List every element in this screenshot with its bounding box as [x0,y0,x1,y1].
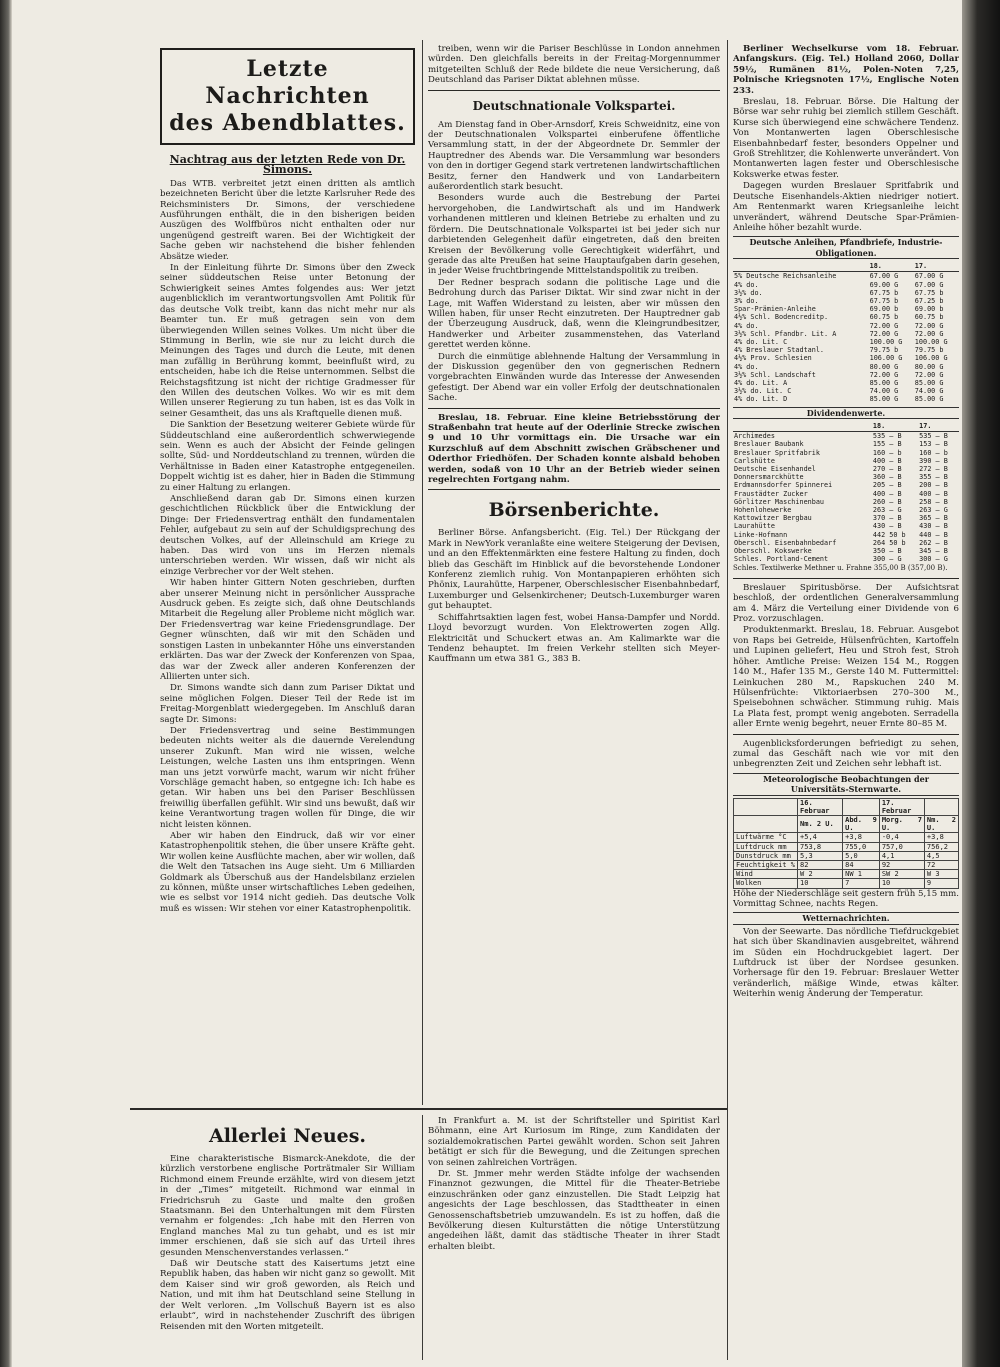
meteo-cell: +5,4 [798,833,843,842]
table-cell: 4% do. Lit. D [734,395,788,404]
table-cell: 72.00 G [869,370,899,379]
table-cell: 79.75 b [914,346,944,355]
anleihen-row [733,338,959,346]
table-cell: 430 — B [919,522,948,531]
meteo-title: Meteorologische Beobachtungen der Universitäts-Sternwarte. [733,773,959,796]
dividenden-row [733,449,959,457]
continued-text: Augenblicksforderungen befriedigt zu sehen, zumal das Geschäft nach wie vor mit den unbegrenzten Zeit und Zeichen sehr lebhaft ist. [733,738,959,770]
meteo-cell: +3,8 [924,833,958,842]
table-cell: 67.75 b [869,296,899,305]
table-cell: 4% do. [734,362,759,371]
dividenden-row [733,514,959,522]
dividenden-row [733,522,959,530]
table-cell: 400 — B [919,489,948,498]
table-cell: 69.00 b [914,305,944,314]
anleihen-table [733,261,959,403]
table-cell: 72.00 G [869,321,899,330]
meteo-cell: 10 [879,879,924,888]
table-cell: Carlshütte [734,456,775,465]
table-cell: 300 — G [919,555,948,564]
table-cell: 430 — B [872,522,902,531]
anleihen-row [733,379,959,387]
wetter-title: Wetternachrichten. [733,912,959,924]
allerlei-column [160,1116,415,1361]
table-cell: Görlitzer Maschinenbau [734,497,825,506]
table-cell: 442 50 b [872,530,906,539]
dividenden-row [733,539,959,547]
page-edge-shadow [962,0,1000,1367]
table-cell: 100.00 G [914,337,948,346]
meteo-cell: 4,1 [879,851,924,860]
table-cell: 390 — B [919,456,948,465]
table-cell: 153 — B [919,440,948,449]
table-header-cell [733,261,869,272]
table-cell: 79.75 b [869,346,899,355]
meteo-cell: 10 [798,879,843,888]
table-cell: Breslauer Spritfabrik [734,448,820,457]
table-cell: 69.00 b [869,305,899,314]
dnvp-paragraph: Der Redner besprach sodann die politische Lage und die Bedrohung durch das Pariser Diktat. Wir sind zwar nicht in der Lage, mit Waffen Widerstand zu leisten, aber wir müssen den Willen haben, für unser Recht einzutreten. Der Hauptredner gab der Überzeugung Ausdruck, daß, wenn die Kleingrundbesitzer, Handwerker und Arbeiter zusammenstehen, das Vaterland gerettet werden könne. [428,277,720,351]
meteo-row [734,842,959,851]
table-cell: 74.00 G [914,387,944,396]
simons-paragraph: Anschließend daran gab Dr. Simons einen kurzen geschichtlichen Rückblick über die Entwicklung der Dinge: Der Friedensvertrag enthält den fundamentalen Fehler, aufgebaut zu sein auf der Schuldigsprechung des deutschen Volkes, auf der Alleinschuld am Kriege zu haben. Das wird von uns im Herzen niemals unterschrieben werden. Wir wissen, daß wir nicht als einzige Verbrecher vor der Welt stehen. [160,494,415,577]
table-cell: 262 — B [919,538,948,547]
table-cell: Breslauer Baubank [734,440,804,449]
allerlei-paragraph: Eine charakteristische Bismarck-Anekdote, die der kürzlich verstorbene englische Porträtmaler Sir William Richmond einem Freunde erzählte, wird von diesem jetzt in der „Times“ mitgeteilt. Richmond war einmal in Friedrichsruh zu Gaste und malte den großen Staatsmann. Bei den Unterhaltungen mit dem Fürsten vernahm er folgendes: „Ich habe mit den Herren von England manches Mal zu tun gehabt, und es ist mir immer erschienen, daß sie sich auf das Urteil ihres gesunden Menschenverstandes verlassen.“ [160,1154,415,1258]
table-cell: 155 — B [872,440,902,449]
table-cell: 85.00 G [869,395,899,404]
table-cell: Hohenlohewerke [734,506,792,515]
table-cell: 3% do. [734,296,759,305]
table-footnote: Schles. Textilwerke Methner u. Frahne 355,00 B (357,00 B). [733,564,948,573]
anleihen-row [733,354,959,362]
anleihen-row [733,297,959,305]
table-cell: 67.00 G [869,272,899,281]
meteo-cell: 92 [879,860,924,869]
table-cell: 67.75 b [869,288,899,297]
meteo-cell: 84 [843,860,880,869]
column-rule [422,1115,423,1360]
simons-paragraph: Die Sanktion der Besetzung weiterer Gebiete würde für Süddeutschland eine außerordentlich schwerwiegende sein. Wenn es auch der Absicht der Feinde gelingen sollte, Süd- und Norddeutschland zu trennen, würden die Verhältnisse in Baden einer Katastrophe entgegeneilen. Doppelt wichtig ist es daher, hier in Baden die Stimmung zu einer Haltung zu erlangen. [160,420,415,493]
devisen-report: Berliner Wechselkurse vom 18. Februar. Anfangskurs. (Eig. Tel.) Holland 2060, Dollar 59½, Rumänen 81½, Polen-Noten 7,25, Polnische Kriegsnoten 17½, Englische Noten 233. [733,44,959,96]
breslau-boerse-paragraph: Breslau, 18. Februar. Börse. Die Haltung der Börse war sehr ruhig bei ziemlich stillem Geschäft. Kurse sich überwiegend eine schwächere Tendenz. Von Montanwerten lagen Oberschlesische Eisenbahnbedarf fester, besonders Oppelner und Groß Strehlitzer, die Kohlenwerte unverändert. Von Montanwerten lagen fester und Oberschlesische Kokswerke etwas fester. [733,97,959,180]
table-cell: 4% do. [734,321,759,330]
table-cell: 160 — b [872,448,902,457]
table-cell: 72.00 G [914,329,944,338]
table-cell: 345 — B [919,547,948,556]
table-cell: 3½% do. Lit. C [734,387,792,396]
table-cell: 360 — B [872,473,902,482]
anleihen-row [733,363,959,371]
anleihen-row [733,305,959,313]
table-cell: 264 50 b [872,538,906,547]
simons-paragraph: Das WTB. verbreitet jetzt einen dritten als amtlich bezeichneten Bericht über die letzte Karlsruher Rede des Reichsministers Dr. Simons, der verschiedene Ausführungen enthält, die in den bisherigen beiden Auszügen des Wolffbüros nicht enthalten oder nur ungenügend gestreift waren. Bei der Wichtigkeit der Sache geben wir nachstehend die bisher fehlenden Absätze wieder. [160,178,415,262]
table-cell: 72.00 G [869,329,899,338]
table-cell: 272 — B [919,465,948,473]
anleihen-row [733,313,959,321]
table-cell: 80.00 G [869,362,899,371]
table-cell: 60.75 b [869,313,899,322]
meteo-cell: Dunstdruck mm [734,851,798,860]
column-2 [428,44,720,1102]
table-cell: 85.00 G [914,378,944,387]
anleihen-row [733,289,959,297]
dividenden-row [733,531,959,539]
simons-paragraph: Wir haben hinter Gittern Noten geschrieben, durften aber unserer Meinung nicht in persönlicher Aussprache Ausdruck geben. Es zeigte sich, daß ohne Deutschlands Mitarbeit die Regelung aller Probleme nicht möglich war. Der Friedensvertrag war keine Friedensgrundlage. Der Gegner wünschten, daß wir mit den Schäden und sonstigen Lasten in unbekannter Höhe uns einverstanden erklärten. Das war der Zweck der Konferenzen von Spaa, das war der Zweck aller anderen Konferenzen der Alliierten unter sich. [160,578,415,682]
anleihen-row [733,322,959,330]
masthead-line-2: des Abendblattes. [169,110,406,136]
meteo-table [733,798,959,889]
produkten-report: Produktenmarkt. Breslau, 18. Februar. Ausgebot von Raps bei Getreide, Hülsenfrüchten, Kartoffeln und Lupinen geliefert, Heu und Stroh fest, Stroh höher. Amtliche Preise: Weizen 154 M., Roggen 140 M., Hafer 135 M., Gerste 140 M. Futtermittel: Leinkuchen 280 M., Rapskuchen 240 M. Hülsenfrüchte: Viktoriaerbsen 270–300 M., Speisebohnen schwächer. Stimmung ruhig. Mais La Plata fest, prompt wenig angeboten. Serradella aller Ernte wenig begehrt, neuer Ernte 80–85 M. [733,625,959,730]
table-cell: 260 — B [872,497,902,506]
table-cell: 440 — B [919,530,948,539]
table-cell: 300 — G [872,555,902,564]
table-cell: 3½% do. [734,288,763,297]
spiritus-report: Breslauer Spiritusbörse. Der Aufsichtsrat beschloß, der ordentlichen Generalversammlung am 4. März die Verteilung einer Dividende von 6 Proz. vorzuschlagen. [733,582,959,625]
table-cell: 5% Deutsche Reichsanleihe [734,272,837,281]
wetter-text: Von der Seewarte. Das nördliche Tiefdruckgebiet hat sich über Skandinavien ausgebreitet, während im Süden ein Hochdruckgebiet lagert. Der Luftdruck ist über der Nordsee gesunken. Vorhersage für den 19. Februar: Breslauer Wetter veränderlich, mäßige Winde, etwas kälter. Weiterhin wenig Änderung der Temperatur. [733,926,959,1000]
column-1 [160,44,415,1102]
dnvp-paragraph: Am Dienstag fand in Ober-Arnsdorf, Kreis Schweidnitz, eine von der Deutschnationalen Volkspartei einberufene öffentliche Versammlung statt, in der der Abgeordnete Dr. Semmler der Hauptredner des Abends war. Die Versammlung war besonders von den in dortiger Gegend stark vertretenen landwirtschaftlichen Besitz, ferner den Handwerk und von Landarbeitern außerordentlich stark besucht. [428,119,720,193]
table-cell: 263 — G [872,506,902,515]
table-cell: Linke-Hofmann [734,530,788,539]
meteo-row [734,860,959,869]
book-binding [0,0,12,1367]
dnvp-paragraph: Besonders wurde auch die Bestrebung der Partei hervorgehoben, die Landwirtschaft als und im Handwerk vorhandenen mittleren und kleinen Betriebe zu erhalten und zu fördern. Die Deutschnationale Volkspartei ist bei jeder sich nur darbietenden Gelegenheit dafür eingetreten, daß den breiten Kreisen der Bevölkerung volle Gerechtigkeit widerfährt, und gerade das alte Preußen hat seine Hauptaufgaben darin gesehen, in jeder Weise fruchtbringende Mittelstandspolitik zu treiben. [428,193,720,277]
table-cell: 3½% Schl. Landschaft [734,370,816,379]
table-cell: 535 — B [919,432,948,441]
meteo-cell: Luftwärme °C [734,833,798,842]
meteo-cell: Wolken [734,879,798,888]
table-cell: 4% do. [734,280,759,289]
meteo-header-cell [843,798,880,815]
dividenden-table-title: Dividendenwerte. [733,407,959,419]
dividenden-row [733,481,959,489]
anleihen-row [733,387,959,395]
table-cell: 72.00 G [914,321,944,330]
frankfurt-paragraph: In Frankfurt a. M. ist der Schriftsteller und Spiritist Karl Böhmann, eine Art Kuriosum im Ringe, zum Kandidaten der sozialdemokratischen Partei gewählt worden. Schon seit Jahren betätigt er sich für die Bewegung, und die Zeitungen sprechen von seinen zahlreichen Vorträgen. [428,1116,720,1168]
table-cell: 365 — B [919,514,948,523]
anleihen-table-title: Deutsche Anleihen, Pfandbriefe, Industrie-Obligationen. [733,236,959,259]
meteo-header-cell [734,798,798,815]
meteo-subheader-cell: Nm. 2 U. [924,815,958,832]
table-cell: 4½% Prov. Schlesien [734,354,812,363]
meteo-row [734,851,959,860]
meteo-cell: 5,3 [798,851,843,860]
anleihen-row [733,272,959,281]
table-cell: 4½% Schl. Bodencreditp. [734,313,829,322]
table-cell: 205 — B [872,481,902,490]
table-cell: 85.00 G [914,395,944,404]
table-cell: 106.00 G [914,354,948,363]
masthead [160,48,415,145]
section-rule [130,1108,727,1110]
meteo-cell: +3,8 [843,833,880,842]
meteo-cell: SW 2 [879,870,924,879]
divider [428,408,720,409]
table-cell: 100.00 G [869,337,903,346]
meteo-cell: -0,4 [879,833,924,842]
table-cell: 355 — B [919,473,948,482]
boerse-headline: Börsenberichte. [488,499,660,522]
anleihen-row [733,371,959,379]
frankfurt-paragraph: Dr. St. Jmmer mehr werden Städte infolge der wachsenden Finanznot gezwungen, die Mittel für die Theater-Betriebe einzuschränken oder ganz einzustellen. Die Stadt Leipzig hat angesichts der Lage beschlossen, das Stadttheater in einen Genossenschaftsbetrieb umzuwandeln. Es ist zu hoffen, daß die Bevölkerung diesen Kulturstätten die nötige Unterstützung angedeihen läßt, damit das städtische Theater in ihrer Stadt erhalten bleibt. [428,1169,720,1252]
table-cell: 370 — B [872,514,902,523]
meteo-row [734,870,959,879]
table-cell: 67.25 b [914,296,944,305]
meteo-subheader-cell: Nm. 2 U. [798,815,843,832]
boerse-paragraph: Berliner Börse. Anfangsbericht. (Eig. Tel.) Der Rückgang der Mark in NewYork veranlaßte eine weitere Steigerung der Devisen, und an den Effektenmärkten eine festere Haltung zu finden, doch blieb das Geschäft im Hinblick auf die bevorstehende Londoner Konferenz ziemlich ruhig. Von Montanpapieren erhöhten sich Phönix, Laurahütte, Harpener, Oberschlesischer Eisenbahnbedarf, Luxemburger und Gelsenkirchener; Deutsch-Luxemburger waren gut behauptet. [428,528,720,612]
meteo-cell: 82 [798,860,843,869]
meteo-cell: 9 [924,879,958,888]
meteo-cell: 756,2 [924,842,958,851]
dividenden-row [733,457,959,465]
meteo-header-cell [924,798,958,815]
boerse-paragraph: Schiffahrtsaktien lagen fest, wobei Hansa-Dampfer und Nordd. Lloyd bevorzugt wurden. Von Elektrowerten zogen Allg. Elektricität und Schuckert etwas an. Am Kalimarkte war die Tendenz behauptet. Im freien Verkehr stellten sich Meyer-Kauffmann um etwa 381 G., 383 B. [428,612,720,665]
table-cell: 106.00 G [869,354,903,363]
anleihen-row [733,346,959,354]
divider [428,489,720,490]
dnvp-paragraph: Durch die einmütige ablehnende Haltung der Versammlung in der Diskussion gegenüber den von gegnerischen Rednern vorgebrachten Einwänden wurde das Interesse der Anwesenden gefestigt. Der Abend war ein voller Erfolg der deutschnationalen Sache. [428,351,720,404]
table-cell: 80.00 G [914,362,944,371]
simons-paragraph: Der Friedensvertrag und seine Bestimmungen bedeuten nichts weiter als die dauernde Verelendung unserer Zukunft. Man wird nie wissen, welche Leistungen, welche Lasten uns ihm entspringen. Wenn man uns jetzt vorwürfe macht, warum wir nicht früher Vorschläge gemacht haben, so entgegne ich: Ich habe es getan. Wir haben uns bei den Pariser Beschlüssen freiwillig überfallen gefühlt. Wir sind uns bewußt, daß wir keine Verantwortung tragen wollen für Dinge, die wir nicht leisten können. [160,725,415,830]
anleihen-row [733,395,959,403]
table-cell: 69.00 G [869,280,899,289]
allerlei-headline: Allerlei Neues. [208,1125,367,1147]
table-cell: Laurahütte [734,522,775,531]
dividenden-row [733,440,959,448]
table-cell: 270 — B [872,465,902,473]
dividenden-row [733,465,959,473]
table-header-cell [733,421,872,432]
meteo-cell: 753,8 [798,842,843,851]
table-cell: 4% do. Lit. C [734,337,788,346]
meteo-cell: 4,5 [924,851,958,860]
meteo-cell: NW 1 [843,870,880,879]
table-cell: Schles. Portland-Cement [734,555,829,564]
dividenden-row [733,506,959,514]
simons-paragraph: Aber wir haben den Eindruck, daß wir vor einer Katastrophenpolitik stehen, die über unsere Kräfte geht. Wir wollen keine Ausflüchte machen, aber wir wollen, daß die Welt den Tatsachen ins Auge sieht. Um 6 Milliarden Goldmark als Überschuß aus der Handelsbilanz erzielen zu können, müßte unser wirtschaftliches Leben gedeihen, wie es selbst vor 1914 nicht gedieh. Das deutsche Volk muß es wissen: Wir stehen vor einer Katastrophenpolitik. [160,831,415,914]
anleihen-row [733,330,959,338]
meteo-row [734,833,959,842]
table-cell: 535 — B [872,432,902,441]
masthead-line-1: Letzte Nachrichten [205,56,370,109]
meteo-cell: Wind [734,870,798,879]
meteo-row [734,879,959,888]
column-rule [422,40,423,1105]
divider [733,578,959,579]
meteo-cell: 72 [924,860,958,869]
table-cell: Erdmannsdorfer Spinnerei [734,481,833,490]
dividenden-row [733,490,959,498]
table-cell: 60.75 b [914,313,944,322]
table-cell: 67.75 b [914,288,944,297]
dividenden-table [733,421,959,563]
meteo-cell: W 3 [924,870,958,879]
dividenden-row [733,473,959,481]
meteo-cell: 757,0 [879,842,924,851]
table-cell: 350 — B [872,547,902,556]
table-header-cell: 17. [918,421,959,432]
strassenbahn-notice: Breslau, 18. Februar. Eine kleine Betriebsstörung der Straßenbahn trat heute auf der Oderlinie Strecke zwischen 9 und 10 Uhr vormittags ein. Die Ursache war ein Kurzschluß auf dem Abschnitt zwischen Gräbschener und Oderthor Friedhöfen. Der Schaden konnte alsbald behoben werden, sodaß von 10 Uhr an der Betrieb wieder seinen regelrechten Fortgang nahm. [428,412,720,486]
column-rule [727,40,728,1360]
table-header-cell: 17. [914,261,959,272]
table-cell: 67.00 G [914,280,944,289]
divider [428,90,720,91]
frankfurt-column [428,1116,720,1361]
table-cell: 400 — B [872,489,902,498]
simons-paragraph: In der Einleitung führte Dr. Simons über den Zweck seiner süddeutschen Reise unter Betonung der Schwierigkeit seines Amtes folgendes aus: Wer jetzt augenblicklich im verantwortungsvollen Amt Politik für das deutsche Volk treibt, kann das nicht mehr nur als Beamter tun. Er muß getragen sein von dem überwiegenden Willen seines Volkes. Um nicht über die Stimmung in Berlin, wie sie nur zu leicht durch die Meinungen des Tages und durch die Leute, mit denen man zufällig in Berührung kommt, beeinflußt wird, zu entscheiden, habe ich die Reise unternommen. Selbst die Reichstagsfitzung ist nicht der richtige Gradmesser für den Willen des deutschen Volkes. Wo wir es mit dem Willen unserer Regierung zu tun haben, ist es das Volk in seiner Gesamtheit, das uns als Kraftquelle dienen muß. [160,263,415,419]
dnvp-headline: Deutschnationale Volkspartei. [472,98,676,113]
meteo-cell: 7 [843,879,880,888]
simons-headline: Nachtrag aus der letzten Rede von Dr. Simons. [169,153,406,177]
dividenden-row [733,555,959,563]
meteo-cell: Feuchtigkeit % [734,860,798,869]
allerlei-paragraph: Daß wir Deutsche statt des Kaisertums jetzt eine Republik haben, das haben wir nicht ganz so gewollt. Mit dem Kaiser sind wir groß geworden, als Reich und Nation, und mit ihm hat Deutschland seine Stellung in der Welt verloren. „Im Vollschuß Bayern ist es also erlaubt“, wird in nachstehender Zuschrift des übrigen Reisenden mit den Worten mitgeteilt. [160,1259,415,1332]
divider [733,734,959,735]
meteo-note: Höhe der Niederschläge seit gestern früh 5,15 mm. Vormittag Schnee, nachts Regen. [733,888,959,909]
meteo-subheader-cell: Morg. 7 U. [879,815,924,832]
table-cell: 85.00 G [869,378,899,387]
column-3 [733,44,959,1354]
dividenden-row [733,547,959,555]
table-cell: 3½% Schl. Pfandbr. Lit. A [734,329,837,338]
meteo-subheader-cell [734,815,798,832]
continued-text: treiben, wenn wir die Pariser Beschlüsse in London annehmen würden. Den gleichfalls bereits in der Freitag-Morgennummer mitgeteilten Schluß der Rede bildete die neue Versicherung, daß Deutschland das Pariser Diktat ablehnen müsse. [428,44,720,86]
table-header-cell: 18. [869,261,914,272]
simons-paragraph: Dr. Simons wandte sich dann zum Pariser Diktat und seine möglichen Folgen. Dieser Teil der Rede ist im Freitag-Morgenblatt wiedergegeben. Im Anschluß daran sagte Dr. Simons: [160,683,415,725]
table-cell: Archimedes [734,432,775,441]
table-cell: Kattowitzer Bergbau [734,514,812,523]
dividenden-row [733,498,959,506]
table-cell: Fraustädter Zucker [734,489,808,498]
meteo-cell: Luftdruck mm [734,842,798,851]
breslau-boerse-paragraph: Dagegen wurden Breslauer Spritfabrik und Deutsche Eisenhandels-Aktien niedriger notiert. Am Rentenmarkt waren Kriegsanleihe leicht unverändert, während Deutsche Spar-Prämien-Anleihe höher bezahlt wurde. [733,181,959,233]
table-cell: 400 — B [872,456,902,465]
table-cell: Oberschl. Eisenbahnbedarf [734,538,837,547]
table-cell: Deutsche Eisenhandel [734,465,816,473]
table-cell: Donnersmarckhütte [734,473,804,482]
table-cell: 4% Breslauer Stadtanl. [734,346,825,355]
table-cell: Spar-Prämien-Anleihe [734,305,816,314]
meteo-cell: 755,0 [843,842,880,851]
table-cell: 72.00 G [914,370,944,379]
anleihen-row [733,281,959,289]
meteo-header-cell: 17. Februar [879,798,924,815]
dividenden-row [733,432,959,441]
meteo-header-cell: 16. Februar [798,798,843,815]
table-cell: 4% do. Lit. A [734,378,788,387]
table-cell: 263 — G [919,506,948,515]
table-header-cell: 18. [872,421,918,432]
table-cell: 67.00 G [914,272,944,281]
meteo-subheader-cell: Abd. 9 U. [843,815,880,832]
table-cell: Oberschl. Kokswerke [734,547,812,556]
table-cell: 160 — b [919,448,948,457]
meteo-cell: W 2 [798,870,843,879]
table-cell: 200 — B [919,481,948,490]
table-cell: 74.00 G [869,387,899,396]
meteo-cell: 5,0 [843,851,880,860]
table-cell: 258 — B [919,497,948,506]
